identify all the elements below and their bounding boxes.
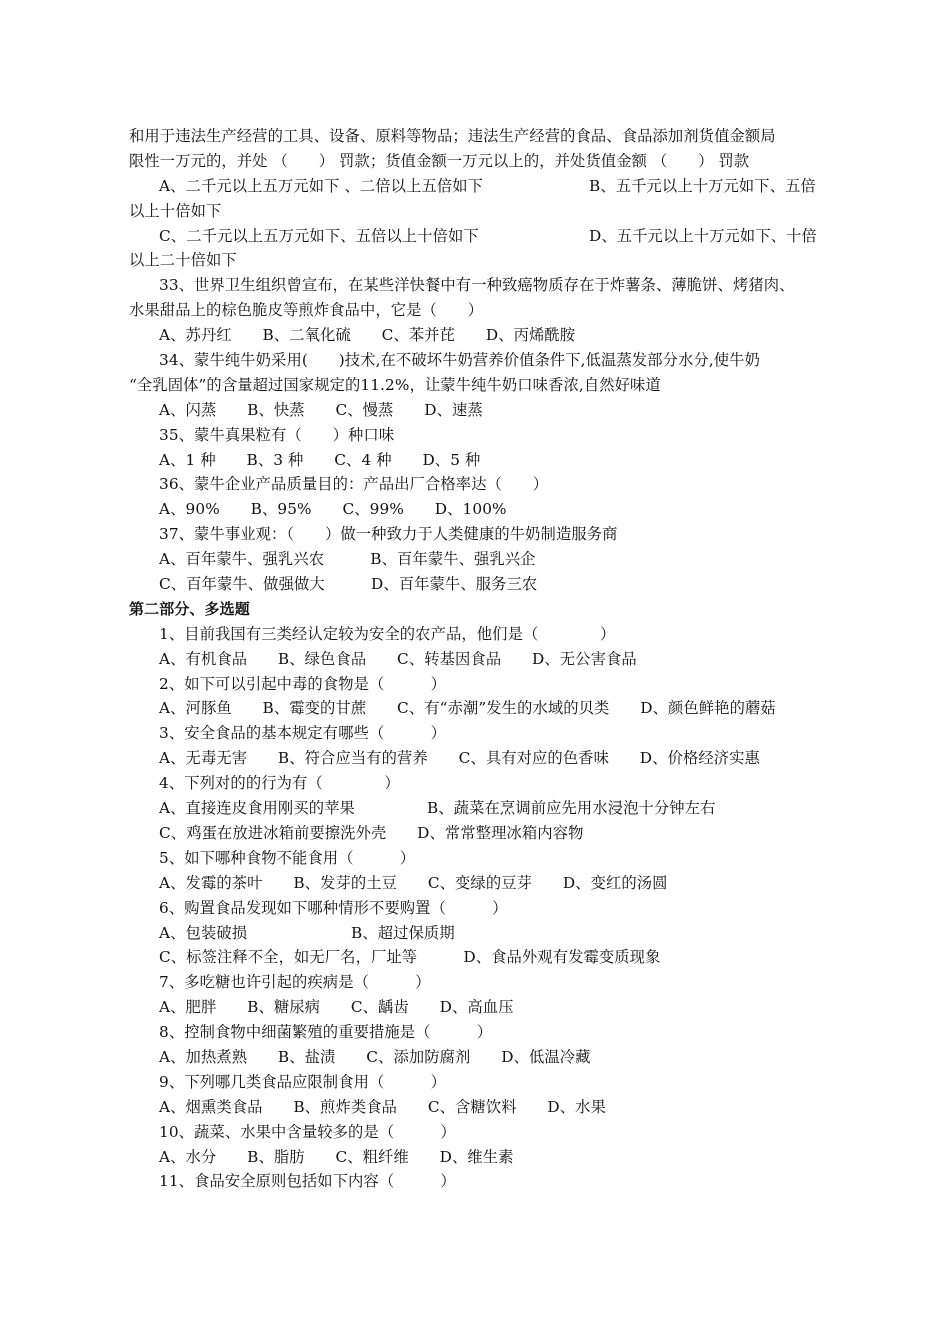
option-row: A、无毒无害 B、符合应当有的营养 C、具有对应的色香味 D、价格经济实惠 [159,749,760,768]
option-row: C、百年蒙牛、做强做大 D、百年蒙牛、服务三农 [159,575,538,594]
option-b: B、蔬菜在烹调前应先用水浸泡十分钟左右 [427,799,716,818]
option-row: A、烟熏类食品 B、煎炸类食品 C、含糖饮料 D、水果 [159,1097,606,1116]
question-m5: 5、如下哪种食物不能食用（ ） [159,848,416,867]
option-continuation: 以上十倍如下 [129,201,222,220]
option-row [129,921,839,946]
section-heading: 第二部分、多选题 [129,599,250,618]
option-a: A、二千元以上五万元如下 、二倍以上五倍如下 [159,176,484,195]
option-row: A、百年蒙牛、强乳兴农 B、百年蒙牛、强乳兴企 [159,550,536,569]
question-text: “全乳固体”的含量超过国家规定的11.2%，让蒙牛纯牛奶口味香浓,自然好味道 [129,375,661,394]
option-a: A、直接连皮食用刚买的苹果 [159,799,355,818]
option-row: A、发霉的茶叶 B、发芽的土豆 C、变绿的豆芽 D、变红的汤圆 [159,873,668,892]
question-37: 37、蒙牛事业观：（ ）做一种致力于人类健康的牛奶制造服务商 [159,525,618,544]
option-row [129,174,839,199]
option-a: A、包装破损 [159,923,248,942]
question-text: 限性一万元的，并处 （ ） 罚款；货值金额一万元以上的，并处货值金额 （ ） 罚款 [129,151,750,170]
question-35: 35、蒙牛真果粒有（ ）种口味 [159,425,395,444]
option-row [129,796,839,821]
option-row: C、标签注释不全，如无厂名，厂址等 D、食品外观有发霉变质现象 [159,948,661,967]
question-34: 34、蒙牛纯牛奶采用( )技术,在不破坏牛奶营养价值条件下,低温蒸发部分水分,使牛奶 [159,351,760,370]
option-b: B、超过保质期 [351,923,455,942]
question-m8: 8、控制食物中细菌繁殖的重要措施是（ ） [159,1023,493,1042]
option-row: A、加热煮熟 B、盐渍 C、添加防腐剂 D、低温冷藏 [159,1047,591,1066]
option-b: B、五千元以上十万元如下、五倍 [589,176,816,195]
option-row: A、闪蒸 B、快蒸 C、慢蒸 D、速蒸 [159,400,483,419]
option-row: A、苏丹红 B、二氧化硫 C、苯并芘 D、丙烯酰胺 [159,326,576,345]
question-m11: 11、食品安全原则包括如下内容（ ） [159,1172,456,1191]
option-row [129,224,839,249]
question-m7: 7、多吃糖也许引起的疾病是（ ） [159,973,431,992]
question-m6: 6、购置食品发现如下哪种情形不要购置（ ） [159,898,508,917]
option-d: D、五千元以上十万元如下、十倍 [589,226,817,245]
option-row: A、肥胖 B、糖尿病 C、龋齿 D、高血压 [159,998,514,1017]
option-row: A、1 种 B、3 种 C、4 种 D、5 种 [159,450,481,469]
option-row: C、鸡蛋在放进冰箱前要擦洗外壳 D、常常整理冰箱内容物 [159,823,584,842]
question-m4: 4、下列对的的行为有（ ） [159,774,400,793]
option-c: C、二千元以上五万元如下、五倍以上十倍如下 [159,226,479,245]
question-36: 36、蒙牛企业产品质量目的：产品出厂合格率达（ ） [159,475,549,494]
question-33: 33、世界卫生组织曾宣布，在某些洋快餐中有一种致癌物质存在于炸薯条、薄脆饼、烤猪肉、 [159,276,795,295]
option-continuation: 以上二十倍如下 [129,251,237,270]
question-m1: 1、目前我国有三类经认定较为安全的农产品，他们是（ ） [159,624,616,643]
question-m9: 9、下列哪几类食品应限制食用（ ） [159,1072,446,1091]
question-text: 和用于违法生产经营的工具、设备、原料等物品；违法生产经营的食品、食品添加剂货值金额局 [129,127,776,145]
option-row: A、有机食品 B、绿色食品 C、转基因食品 D、无公害食品 [159,649,637,668]
option-row: A、90% B、95% C、99% D、100% [159,500,507,519]
option-row: A、水分 B、脂肪 C、粗纤维 D、维生素 [159,1147,514,1166]
question-m3: 3、安全食品的基本规定有哪些（ ） [159,724,446,743]
question-text: 水果甜品上的棕色脆皮等煎炸食品中，它是（ ） [129,301,484,320]
question-m10: 10、蔬菜、水果中含量较多的是（ ） [159,1122,456,1141]
option-row: A、河豚鱼 B、霉变的甘蔗 C、有“赤潮”发生的水域的贝类 D、颜色鲜艳的蘑菇 [159,699,776,718]
document-body [129,124,839,1194]
question-m2: 2、如下可以引起中毒的食物是（ ） [159,674,446,693]
